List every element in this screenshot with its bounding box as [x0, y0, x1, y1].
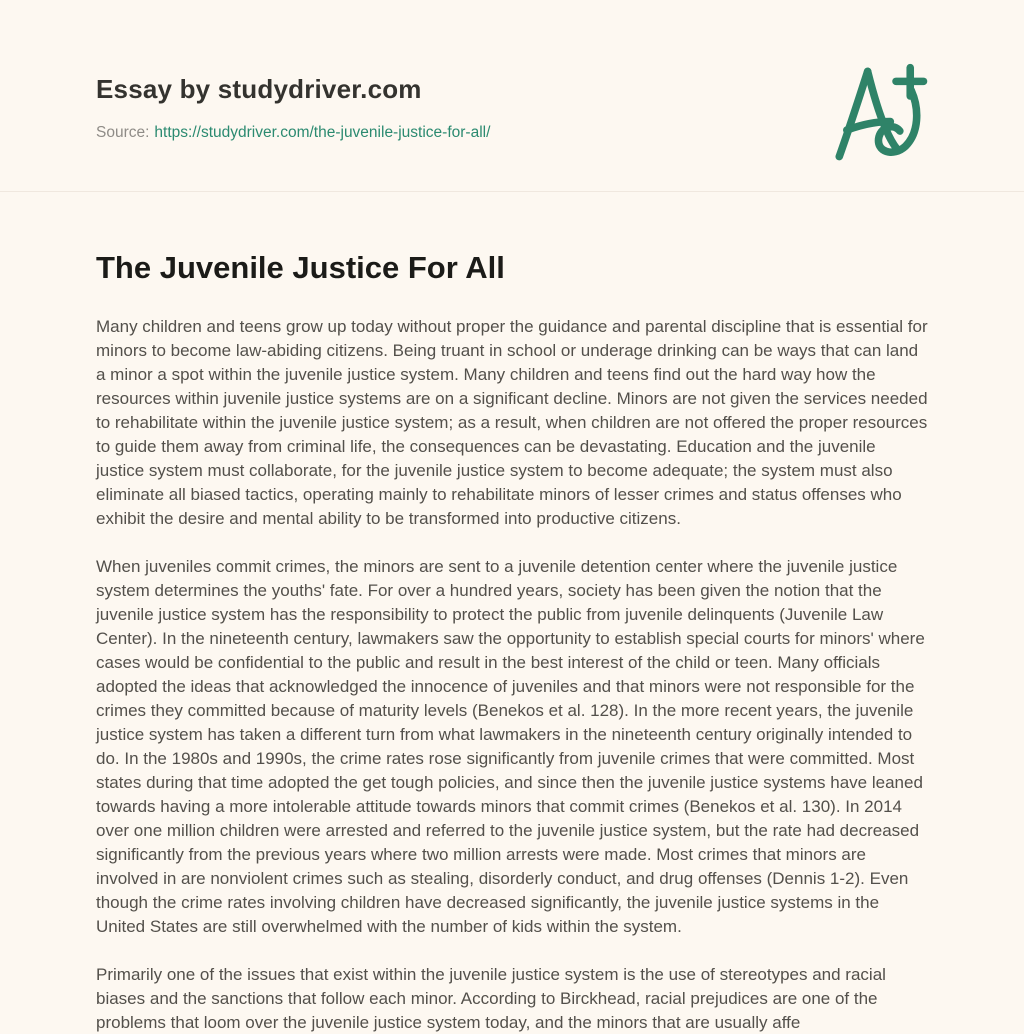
essay-paragraph-3: Primarily one of the issues that exist within the juvenile justice system is the use of stereotypes and racial biases and the sanctions that follow each minor. According to Birckhead, racial prejudices are one of the problems that loom over the juvenile justice system today, and the minors that are usually affe: [96, 965, 886, 1032]
essay-title: The Juvenile Justice For All: [96, 250, 505, 285]
essay-content: [0, 192, 1024, 1034]
page-title: Essay by studydriver.com: [96, 74, 422, 104]
source-link[interactable]: https://studydriver.com/the-juvenile-justice-for-all/: [154, 124, 491, 141]
source-label: Source:: [96, 124, 150, 141]
essay-paragraph-2: When juveniles commit crimes, the minors are sent to a juvenile detention center where the juvenile justice system determines the youths' fate. For over a hundred years, society has been given the notion that the juvenile justice system has the responsibility to protect the public from juvenile delinquents (Juvenile Law Center). In the nineteenth century, lawmakers saw the opportunity to establish special courts for minors' where cases would be confidential to the public and result in the best interest of the child or teen. Many officials adopted the ideas that acknowledged the innocence of juveniles and that minors were not responsible for the crimes they committed because of maturity levels (Benekos et al. 128). In the more recent years, the juvenile justice system has taken a different turn from what lawmakers in the nineteenth century originally intended to do. In the 1980s and 1990s, the crime rates rose significantly from juvenile crimes that were committed. Most states during that time adopted the get tough policies, and since then the juvenile justice systems have leaned towards having a more intolerable attitude towards minors that commit crimes (Benekos et al. 130). In 2014 over one million children were arrested and referred to the juvenile justice system, but the rate had decreased significantly from the previous years where two million arrests were made. Most crimes that minors are involved in are nonviolent crimes such as stealing, disorderly conduct, and drug offenses (Dennis 1-2). Even though the crime rates involving children have decreased significantly, the juvenile justice systems in the United States are still overwhelmed with the number of kids within the system.: [96, 557, 925, 936]
essay-paragraph-1: Many children and teens grow up today without proper the guidance and parental discipline that is essential for minors to become law-abiding citizens. Being truant in school or underage drinking can be ways that can land a minor a spot within the juvenile justice system. Many children and teens find out the hard way how the resources within juvenile justice systems are on a significant decline. Minors are not given the services needed to rehabilitate within the juvenile justice system; as a result, when children are not offered the proper resources to guide them away from criminal life, the consequences can be devastating. Education and the juvenile justice system must collaborate, for the juvenile justice system to become adequate; the system must also eliminate all biased tactics, operating mainly to rehabilitate minors of lesser crimes and status offenses who exhibit the desire and mental ability to be transformed into productive citizens.: [96, 317, 928, 528]
a-plus-logo-icon: [826, 58, 932, 170]
source-line: [96, 122, 928, 143]
